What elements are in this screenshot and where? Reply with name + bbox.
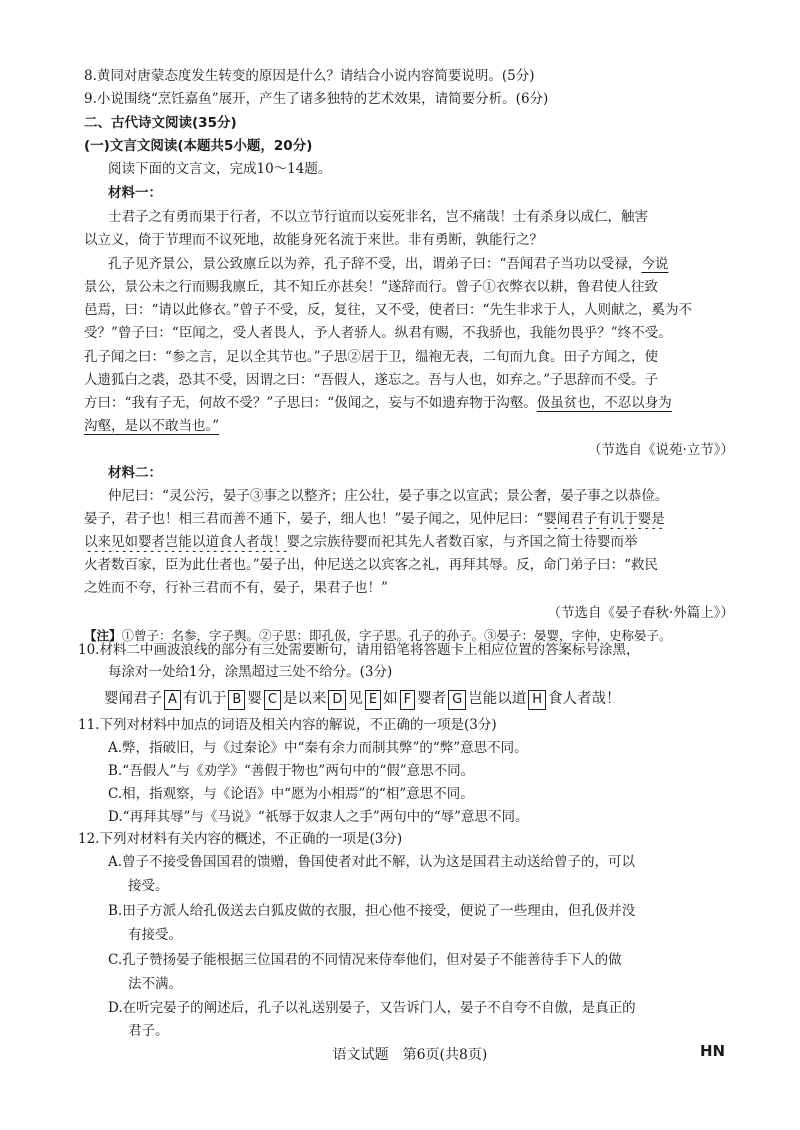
question-12-option-a-cont: 接受。 xyxy=(128,878,169,894)
material1-line xyxy=(84,393,734,413)
segment: 有讥于 xyxy=(182,691,227,707)
segment: 如 xyxy=(383,691,398,707)
question-11-option-c[interactable]: C.相，指观察，与《论语》中“愿为小相焉”的“相”意思不同。 xyxy=(108,786,474,802)
question-8: 8.黄同对唐蒙态度发生转变的原因是什么？请结合小说内容简要说明。(5分) xyxy=(84,68,535,84)
material1-line xyxy=(108,254,734,274)
question-10-line2: 每涂对一处给1分，涂黑超过三处不给分。(3分) xyxy=(108,664,393,680)
answer-box-d[interactable]: D xyxy=(328,690,346,710)
question-12-option-c[interactable]: C.孔子赞扬晏子能根据三位国君的不同情况来侍奉他们，但对晏子不能善待手下人的做 xyxy=(108,952,622,968)
segment: 食人者哉！ xyxy=(547,691,621,707)
material1-line: 邑焉，曰：“请以此修衣。”曾子不受，反，复往，又不受，使者曰：“先生非求于人，人则献之，奚为不 xyxy=(84,302,692,318)
region-code: HN xyxy=(700,1042,726,1060)
material1-underline-2: 伋虽贫也，不忍以身为 xyxy=(536,395,672,411)
answer-box-f[interactable]: F xyxy=(400,690,415,710)
material2-wavy-1: 婴闻君子有讥于婴是 xyxy=(543,511,665,527)
material2-line xyxy=(84,509,734,529)
material2-line-text: 晏子，君子也！相三君而善不通下，晏子，细人也！”晏子闻之，见仲尼曰：“ xyxy=(84,511,544,527)
material1-line xyxy=(84,416,734,436)
reading-instruction: 阅读下面的文言文，完成10～14题。 xyxy=(108,161,332,177)
answer-box-e[interactable]: E xyxy=(365,690,381,710)
section-title: 二、古代诗文阅读(35分) xyxy=(84,115,237,131)
answer-box-c[interactable]: C xyxy=(264,690,281,710)
question-10-line1: 10.材料二中画波浪线的部分有三处需要断句，请用铅笔将答题卡上相应位置的答案标号涂黑， xyxy=(78,642,640,658)
segment: 是以来 xyxy=(282,691,327,707)
material1-line-text: 孔子见齐景公，景公致廪丘以为养，孔子辞不受，出，谓弟子曰：“吾闻君子当功以受禄， xyxy=(108,256,642,272)
segment: 见 xyxy=(348,691,363,707)
page-footer: 语文试题 第6页(共8页) xyxy=(332,1047,488,1063)
segment: 婴闻君子 xyxy=(104,691,162,707)
segment: 岂能以道 xyxy=(468,691,527,707)
material2-line: 之姓而不夸，行补三君而不有，晏子，果君子也！” xyxy=(84,580,388,596)
material1-label: 材料一： xyxy=(108,185,162,201)
material1-line-text: 沟壑，是以不敢当也。” xyxy=(84,418,220,434)
material1-line: 人遗狐白之裘，恐其不受，因谓之曰：“吾假人，遂忘之。吾与人也，如弃之。”子思辞而不受。子 xyxy=(84,372,659,388)
question-11-option-a[interactable]: A.弊，指破旧，与《过秦论》中“秦有余力而制其弊”的“弊”意思不同。 xyxy=(108,740,528,756)
material2-line-text: 婴之宗族待婴而祀其先人者数百家，与齐国之简士待婴而举 xyxy=(286,534,638,550)
question-12-option-d[interactable]: D.在听完晏子的阐述后，孔子以礼送别晏子，又告诉门人，晏子不自夸不自傲，是真正的 xyxy=(108,1000,636,1016)
material1-line: 以立义，倚于节理而不议死地，故能身死名流于来世。非有勇断，孰能行之？ xyxy=(84,232,543,248)
break-options-row xyxy=(104,688,620,710)
answer-box-a[interactable]: A xyxy=(164,690,181,710)
material2-label: 材料二： xyxy=(108,465,162,481)
question-11-stem: 11.下列对材料中加点的词语及相关内容的解说，不正确的一项是(3分) xyxy=(78,717,497,733)
material2-wavy-2: 以来见如婴者岂能以道食人者哉！ xyxy=(84,534,287,550)
answer-box-h[interactable]: H xyxy=(528,690,546,710)
segment: 婴 xyxy=(247,691,262,707)
section-subtitle: (一)文言文阅读(本题共5小题，20分) xyxy=(84,138,313,154)
question-9: 9.小说围绕“烹饪嘉鱼”展开，产生了诸多独特的艺术效果，请简要分析。(6分) xyxy=(84,91,549,107)
answer-box-b[interactable]: B xyxy=(228,690,245,710)
note-text: ①曾子：名参，字子舆。②子思：即孔伋，字子思。孔子的孙子。③晏子：晏婴，字仲，史称晏子。 xyxy=(121,628,672,643)
question-12-option-c-cont: 法不满。 xyxy=(128,976,182,992)
segment: 婴者 xyxy=(417,691,447,707)
question-11-option-b[interactable]: B.“吾假人”与《劝学》“善假于物也”两句中的“假”意思不同。 xyxy=(108,763,475,779)
material1-source: （节选自《说苑·立节》） xyxy=(587,442,734,458)
note-tag: 【注】 xyxy=(84,628,122,643)
question-12-option-b[interactable]: B.田子方派人给孔伋送去白狐皮做的衣服，担心他不接受，便说了一些理由，但孔伋并没 xyxy=(108,903,636,919)
question-12-option-a[interactable]: A.曾子不接受鲁国国君的馈赠，鲁国使者对此不解，认为这是国君主动送给曾子的，可以 xyxy=(108,854,636,870)
material2-line xyxy=(84,532,734,552)
question-12-stem: 12.下列对材料有关内容的概述，不正确的一项是(3分) xyxy=(78,831,403,847)
material1-line: 士君子之有勇而果于行者，不以立节行谊而以妄死非名，岂不痛哉！士有杀身以成仁，触害 xyxy=(108,209,648,225)
material1-line: 孔子闻之曰：“参之言，足以全其节也。”子思②居于卫，缊袍无表，二旬而九食。田子方闻之，使 xyxy=(84,349,659,365)
material1-line: 受？”曾子曰：“臣闻之，受人者畏人，予人者骄人。纵君有赐，不我骄也，我能勿畏乎？”终不受。 xyxy=(84,325,672,341)
question-12-option-b-cont: 有接受。 xyxy=(128,927,182,943)
question-12-option-d-cont: 君子。 xyxy=(128,1023,169,1039)
question-11-option-d[interactable]: D.“再拜其辱”与《马说》“祇辱于奴隶人之手”两句中的“辱”意思不同。 xyxy=(108,809,529,825)
answer-box-g[interactable]: G xyxy=(448,690,466,710)
material2-line: 火者数百家，臣为此仕者也。”晏子出，仲尼送之以宾客之礼，再拜其辱。反，命门弟子曰：“救民 xyxy=(84,557,659,573)
material1-line-text: 方曰：“我有子无，何故不受？”子思曰：“伋闻之，妄与不如遗弃物于沟壑。 xyxy=(84,395,537,411)
material2-source: （节选自《晏子春秋·外篇上》） xyxy=(547,605,734,621)
material1-line: 景公，景公未之行而赐我廪丘，其不知丘亦甚矣！”遂辞而行。曾子①衣弊衣以耕，鲁君使人往致 xyxy=(84,279,658,295)
material1-underline-1: 今说 xyxy=(641,256,669,272)
material2-line: 仲尼曰：“灵公污，晏子③事之以整齐；庄公壮，晏子事之以宣武；景公奢，晏子事之以恭俭。 xyxy=(108,488,669,504)
